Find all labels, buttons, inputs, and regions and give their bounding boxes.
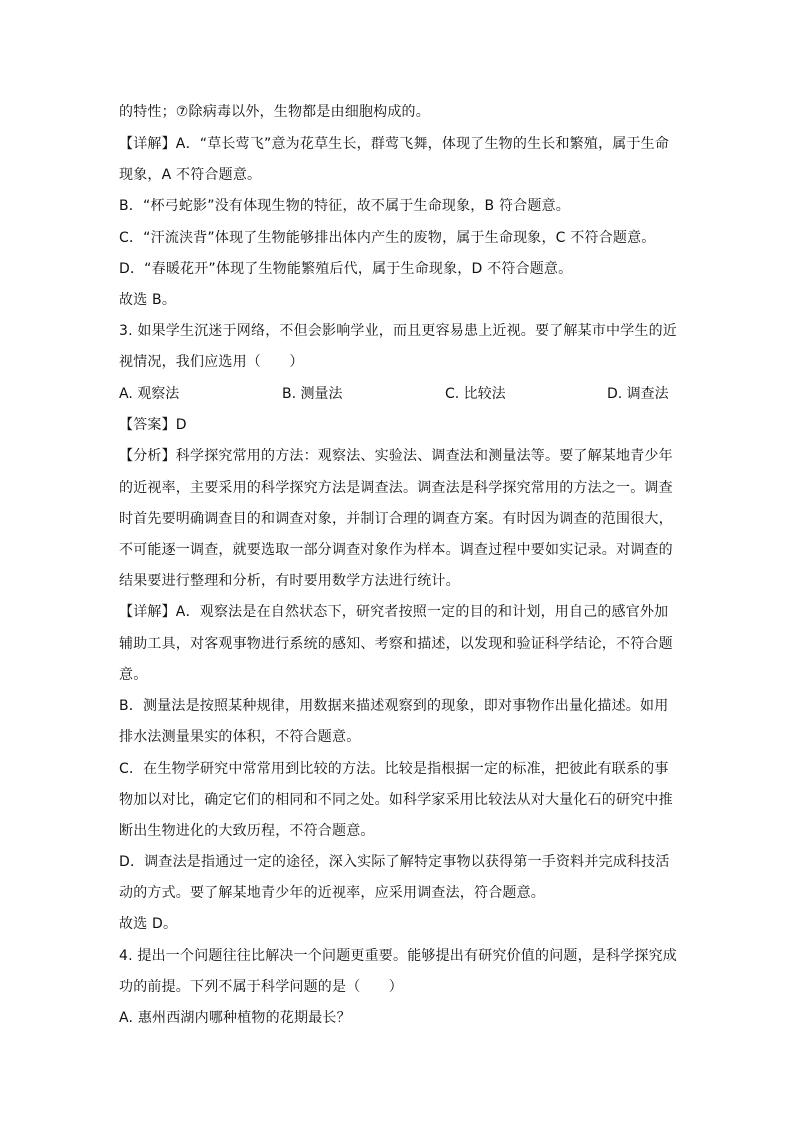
text-line: B．“杯弓蛇影”没有体现生物的特征，故不属于生命现象，B 符合题意。: [119, 198, 570, 214]
text-line: 【详解】A．观察法是在自然状态下，研究者按照一定的目的和计划，用自己的感官外加: [119, 604, 669, 620]
text-line: 现象，A 不符合题意。: [119, 167, 262, 183]
option-d: D. 调查法: [607, 386, 669, 402]
text-line: 物加以对比，确定它们的相同和不同之处。如科学家采用比较法从对大量化石的研究中推: [119, 792, 673, 808]
answer-line: 【答案】D: [119, 417, 187, 433]
option-c: C. 比较法: [445, 386, 506, 402]
text-line: 断出生物进化的大致历程，不符合题意。: [119, 823, 375, 839]
text-line: 意。: [119, 667, 148, 683]
text-line: 【分析】科学探究常用的方法：观察法、实验法、调查法和测量法等。要了解某地青少年: [119, 448, 673, 464]
text-line: 的近视率，主要采用的科学探究方法是调查法。调查法是科学探究常用的方法之一。调查: [119, 480, 673, 496]
question-4-option-a: A. 惠州西湖内哪种植物的花期最长？: [119, 1010, 351, 1026]
text-line: 不可能逐一调查，就要选取一部分调查对象作为样本。调查过程中要如实记录。对调查的: [119, 542, 673, 558]
option-a: A. 观察法: [119, 386, 180, 402]
text-line: D．调查法是指通过一定的途径，深入实际了解特定事物以获得第一手资料并完成科技活: [119, 854, 670, 870]
text-line: 排水法测量果实的体积，不符合题意。: [119, 729, 361, 745]
text-line: B．测量法是按照某种规律，用数据来描述观察到的现象，即对事物作出量化描述。如用: [119, 698, 669, 714]
text-line: 动的方式。要了解某地青少年的近视率，应采用调查法，符合题意。: [119, 885, 545, 901]
text-line: C．“汗流浃背”体现了生物能够排出体内产生的废物，属于生命现象，C 不符合题意。: [119, 230, 656, 246]
option-b: B. 测量法: [282, 386, 343, 402]
text-line: 故选 B。: [119, 292, 177, 308]
text-line: 【详解】A．“草长莺飞”意为花草生长，群莺飞舞，体现了生物的生长和繁殖，属于生命: [119, 136, 670, 152]
text-line: 结果要进行整理和分析，有时要用数学方法进行统计。: [119, 573, 460, 589]
text-line: 故选 D。: [119, 916, 178, 932]
text-line: 辅助工具，对客观事物进行系统的感知、考察和描述，以发现和验证科学结论，不符合题: [119, 636, 673, 652]
text-line: 时首先要明确调查目的和调查对象，并制订合理的调查方案。有时因为调查的范围很大，: [119, 511, 673, 527]
question-3-line: 视情况，我们应选用（ ）: [119, 354, 304, 370]
text-line: C．在生物学研究中常常用到比较的方法。比较是指根据一定的标准，把彼此有联系的事: [119, 761, 669, 777]
question-4-line: 功的前提。下列不属于科学问题的是（ ）: [119, 979, 403, 995]
question-4-line: 4. 提出一个问题往往比解决一个问题更重要。能够提出有研究价值的问题，是科学探究成: [119, 948, 678, 964]
question-3-line: 3. 如果学生沉迷于网络，不但会影响学业，而且更容易患上近视。要了解某市中学生的近: [119, 323, 678, 339]
text-line: 的特性；⑦除病毒以外，生物都是由细胞构成的。: [119, 104, 430, 120]
text-line: D．“春暖花开”体现了生物能繁殖后代，属于生命现象，D 不符合题意。: [119, 261, 573, 277]
